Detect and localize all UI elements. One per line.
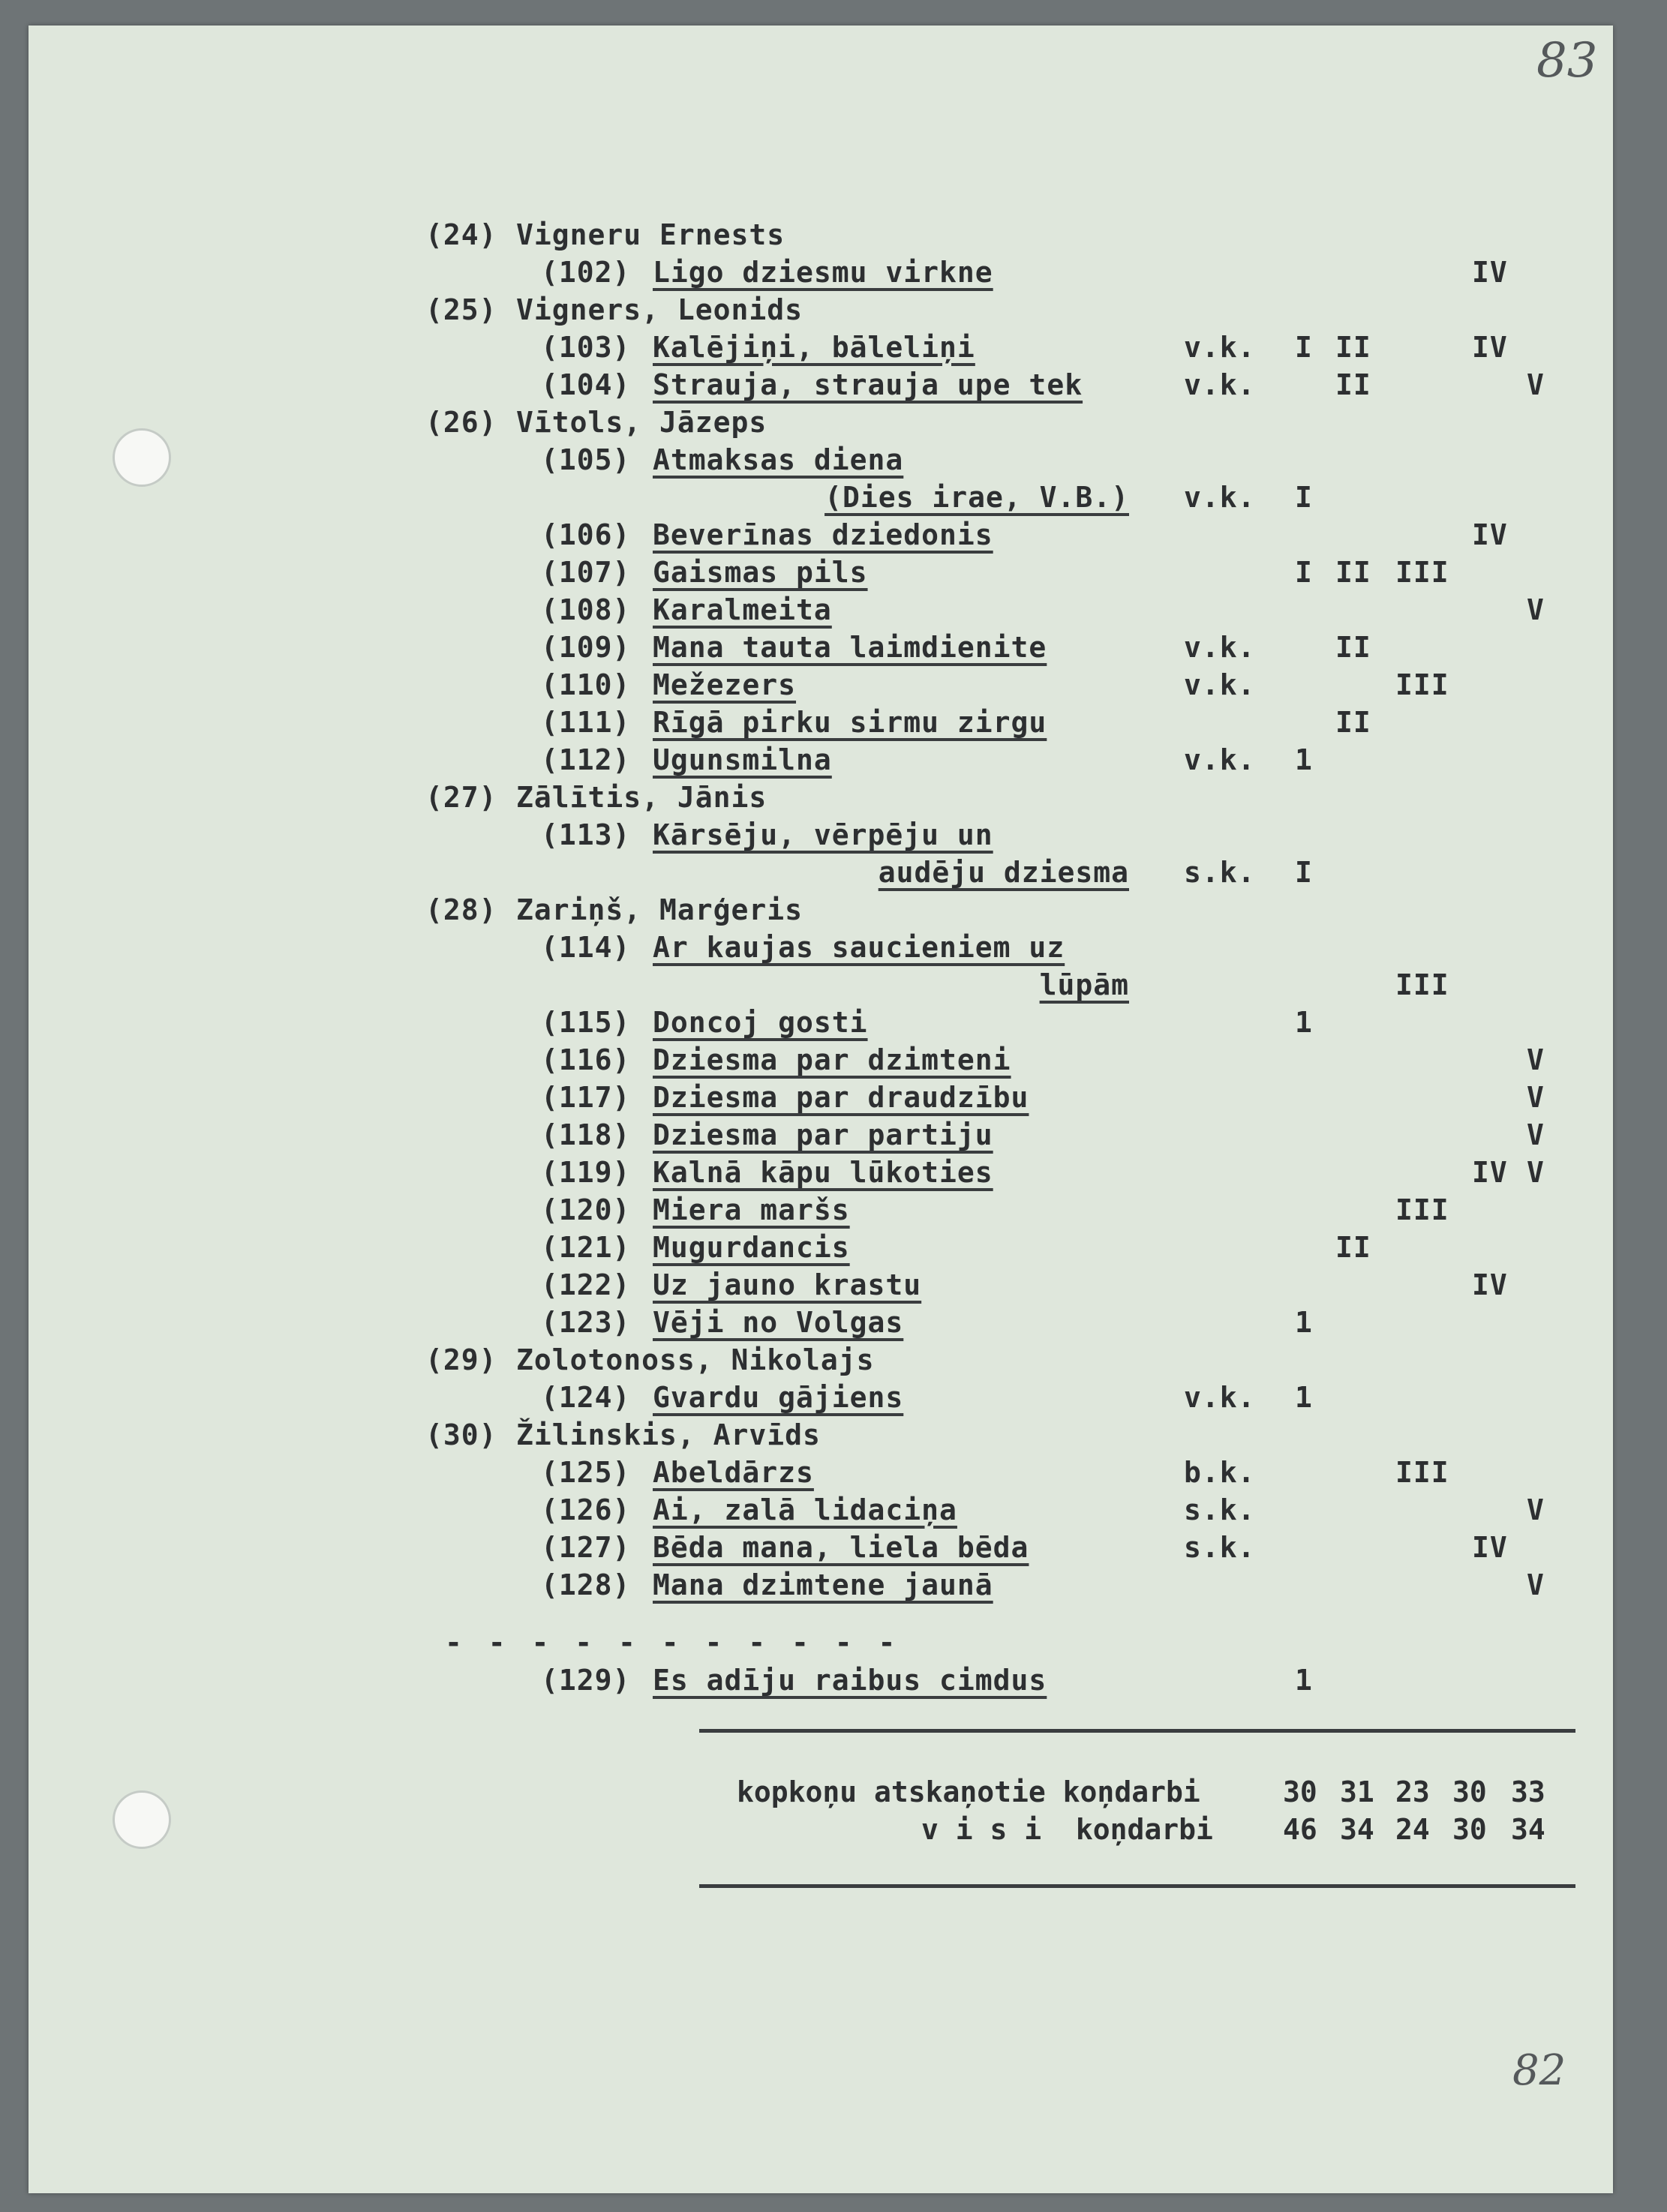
work-row <box>0 479 1667 516</box>
work-row <box>0 1266 1667 1304</box>
work-number: (115) <box>541 1006 631 1039</box>
divider-line <box>699 1729 1575 1733</box>
work-row <box>0 666 1667 704</box>
totals-label-ensemble: kopkoņu atskaņotie koņdarbi <box>737 1775 1200 1808</box>
work-row <box>0 329 1667 366</box>
column-2-mark: II <box>1335 706 1371 739</box>
composer-row <box>0 779 1667 816</box>
work-number: (102) <box>541 256 631 289</box>
column-4-mark: IV <box>1472 1156 1508 1189</box>
work-title: Beverīnas dziedonis <box>653 518 993 551</box>
work-row <box>0 254 1667 291</box>
work-row <box>0 854 1667 891</box>
composer-number: (28) <box>425 893 497 926</box>
column-3-mark: III <box>1395 1193 1449 1226</box>
work-title: Ligo dziesmu virkne <box>653 256 993 289</box>
total-value: 23 <box>1395 1775 1430 1808</box>
work-title: Dziesma par partiju <box>653 1118 993 1151</box>
work-title: Miera maršs <box>653 1193 850 1226</box>
total-value: 30 <box>1452 1813 1487 1846</box>
column-5-mark: V <box>1527 1156 1545 1189</box>
total-value: 30 <box>1452 1775 1487 1808</box>
voice-type: s.k. <box>1184 1531 1256 1564</box>
work-title: Doncoj gosti <box>653 1006 868 1039</box>
work-number: (109) <box>541 631 631 664</box>
voice-type: s.k. <box>1184 856 1256 889</box>
column-1-mark: 1 <box>1295 743 1313 776</box>
work-number: (118) <box>541 1118 631 1151</box>
voice-type: v.k. <box>1184 331 1256 364</box>
work-title: Gaismas pils <box>653 556 868 589</box>
work-row <box>0 816 1667 854</box>
composer-number: (27) <box>425 781 497 814</box>
work-row <box>0 1079 1667 1116</box>
work-title: Mana dzimtene jaunā <box>653 1568 993 1601</box>
composer-row <box>0 216 1667 254</box>
composer-number: (24) <box>425 218 497 251</box>
composer-number: (25) <box>425 293 497 326</box>
work-row <box>0 1004 1667 1041</box>
work-row <box>0 1566 1667 1604</box>
work-title: Bēda mana, liela bēda <box>653 1531 1029 1564</box>
work-number: (127) <box>541 1531 631 1564</box>
work-number: (116) <box>541 1043 631 1076</box>
work-number: (121) <box>541 1231 631 1264</box>
composer-number: (29) <box>425 1343 497 1376</box>
voice-type: v.k. <box>1184 368 1256 401</box>
work-title: Kalējiņi, bāleliņi <box>653 331 975 364</box>
work-number: (111) <box>541 706 631 739</box>
column-1-mark: 1 <box>1295 1381 1313 1414</box>
column-2-mark: II <box>1335 368 1371 401</box>
work-title: Kalnā kāpu lūkoties <box>653 1156 993 1189</box>
work-row <box>0 1229 1667 1266</box>
work-number: (113) <box>541 818 631 851</box>
column-1-mark: I <box>1295 856 1313 889</box>
voice-type: v.k. <box>1184 481 1256 514</box>
total-value: 46 <box>1283 1813 1317 1846</box>
column-3-mark: III <box>1395 1456 1449 1489</box>
work-title: (Dies irae, V.B.) <box>824 481 1129 514</box>
composer-name: Zariņš, Marģeris <box>516 893 803 926</box>
total-value: 30 <box>1283 1775 1317 1808</box>
composer-number: (26) <box>425 406 497 439</box>
work-title: Ai, zalā lidaciņa <box>653 1493 957 1526</box>
work-title: audēju dziesma <box>878 856 1129 889</box>
column-5-mark: V <box>1527 1043 1545 1076</box>
voice-type: v.k. <box>1184 1381 1256 1414</box>
column-5-mark: V <box>1527 1081 1545 1114</box>
column-4-mark: IV <box>1472 256 1508 289</box>
column-5-mark: V <box>1527 368 1545 401</box>
handwritten-page-number-bottom: 82 <box>1512 2046 1566 2095</box>
column-1-mark: 1 <box>1295 1664 1313 1697</box>
work-number: (114) <box>541 931 631 964</box>
column-4-mark: IV <box>1472 518 1508 551</box>
work-row <box>0 1041 1667 1079</box>
work-number: (107) <box>541 556 631 589</box>
handwritten-page-number-top: 83 <box>1536 33 1598 89</box>
column-1-mark: I <box>1295 556 1313 589</box>
work-number: (117) <box>541 1081 631 1114</box>
work-title: Karalmeita <box>653 593 832 626</box>
voice-type: v.k. <box>1184 668 1256 701</box>
work-row <box>0 441 1667 479</box>
composer-name: Žilinskis, Arvīds <box>516 1418 821 1451</box>
voice-type: s.k. <box>1184 1493 1256 1526</box>
work-title: Abeldārzs <box>653 1456 814 1489</box>
work-title: Dziesma par draudzību <box>653 1081 1029 1114</box>
work-row <box>0 591 1667 629</box>
work-number: (110) <box>541 668 631 701</box>
work-number: (119) <box>541 1156 631 1189</box>
work-row <box>0 1379 1667 1416</box>
column-2-mark: II <box>1335 331 1371 364</box>
work-row <box>0 741 1667 779</box>
work-row <box>0 516 1667 554</box>
column-4-mark: IV <box>1472 1531 1508 1564</box>
work-title: Uz jauno krastu <box>653 1268 922 1301</box>
column-1-mark: 1 <box>1295 1006 1313 1039</box>
work-title: Mana tauta laimdienite <box>653 631 1047 664</box>
work-number: (124) <box>541 1381 631 1414</box>
column-4-mark: IV <box>1472 1268 1508 1301</box>
column-2-mark: II <box>1335 1231 1371 1264</box>
work-number: (128) <box>541 1568 631 1601</box>
work-number: (112) <box>541 743 631 776</box>
work-title: Atmaksas diena <box>653 443 904 476</box>
composer-row <box>0 1416 1667 1454</box>
column-1-mark: I <box>1295 331 1313 364</box>
work-title: Vēji no Volgas <box>653 1306 904 1339</box>
work-number: (108) <box>541 593 631 626</box>
totals-label-all: v i s i koņdarbi <box>921 1813 1213 1846</box>
voice-type: v.k. <box>1184 631 1256 664</box>
column-2-mark: II <box>1335 556 1371 589</box>
composer-row <box>0 291 1667 329</box>
work-row <box>0 1304 1667 1341</box>
work-number: (104) <box>541 368 631 401</box>
column-5-mark: V <box>1527 1118 1545 1151</box>
work-number: (103) <box>541 331 631 364</box>
work-row <box>0 366 1667 404</box>
column-3-mark: III <box>1395 668 1449 701</box>
composer-row <box>0 891 1667 929</box>
column-1-mark: 1 <box>1295 1306 1313 1339</box>
work-row <box>0 554 1667 591</box>
composer-name: Vigneru Ernests <box>516 218 785 251</box>
work-title: Mugurdancis <box>653 1231 850 1264</box>
work-number: (125) <box>541 1456 631 1489</box>
column-5-mark: V <box>1527 1493 1545 1526</box>
voice-type: b.k. <box>1184 1456 1256 1489</box>
composer-number: (30) <box>425 1418 497 1451</box>
work-number: (105) <box>541 443 631 476</box>
composer-name: Zālītis, Jānis <box>516 781 767 814</box>
composer-name: Zolotonoss, Nikolajs <box>516 1343 875 1376</box>
column-5-mark: V <box>1527 1568 1545 1601</box>
column-4-mark: IV <box>1472 331 1508 364</box>
column-2-mark: II <box>1335 631 1371 664</box>
work-title: Mežezers <box>653 668 797 701</box>
work-row <box>0 1154 1667 1191</box>
separator-dashes: - - - - - - - - - - - <box>445 1626 900 1659</box>
work-title: Kārsēju, vērpēju un <box>653 818 993 851</box>
composer-row <box>0 404 1667 441</box>
total-value: 33 <box>1511 1775 1545 1808</box>
work-row <box>0 629 1667 666</box>
work-row <box>0 1454 1667 1491</box>
work-row <box>0 1116 1667 1154</box>
work-row <box>0 1529 1667 1566</box>
total-value: 34 <box>1511 1813 1545 1846</box>
work-number: (129) <box>541 1664 631 1697</box>
work-number: (122) <box>541 1268 631 1301</box>
work-number: (120) <box>541 1193 631 1226</box>
composer-name: Vigners, Leonids <box>516 293 803 326</box>
work-title: Ugunsmilna <box>653 743 832 776</box>
work-title: Gvardu gājiens <box>653 1381 904 1414</box>
column-5-mark: V <box>1527 593 1545 626</box>
work-number: (106) <box>541 518 631 551</box>
column-3-mark: III <box>1395 968 1449 1001</box>
extra-work-row <box>0 1661 1667 1699</box>
work-title: Strauja, strauja upe tek <box>653 368 1083 401</box>
work-title: Dziesma par dzimteni <box>653 1043 1011 1076</box>
column-1-mark: I <box>1295 481 1313 514</box>
divider-line <box>699 1884 1575 1888</box>
work-number: (123) <box>541 1306 631 1339</box>
work-title: Ar kaujas saucieniem uz <box>653 931 1065 964</box>
work-row <box>0 704 1667 741</box>
work-row <box>0 1491 1667 1529</box>
work-title: Rīgā pirku sirmu zirgu <box>653 706 1047 739</box>
column-3-mark: III <box>1395 556 1449 589</box>
voice-type: v.k. <box>1184 743 1256 776</box>
work-title: lūpām <box>1039 968 1129 1001</box>
work-row <box>0 1191 1667 1229</box>
composer-row <box>0 1341 1667 1379</box>
work-number: (126) <box>541 1493 631 1526</box>
work-row <box>0 966 1667 1004</box>
total-value: 24 <box>1395 1813 1430 1846</box>
composer-name: Vītols, Jāzeps <box>516 406 767 439</box>
work-row <box>0 929 1667 966</box>
work-title: Es adīju raibus cimdus <box>653 1664 1047 1697</box>
total-value: 31 <box>1340 1775 1374 1808</box>
total-value: 34 <box>1340 1813 1374 1846</box>
